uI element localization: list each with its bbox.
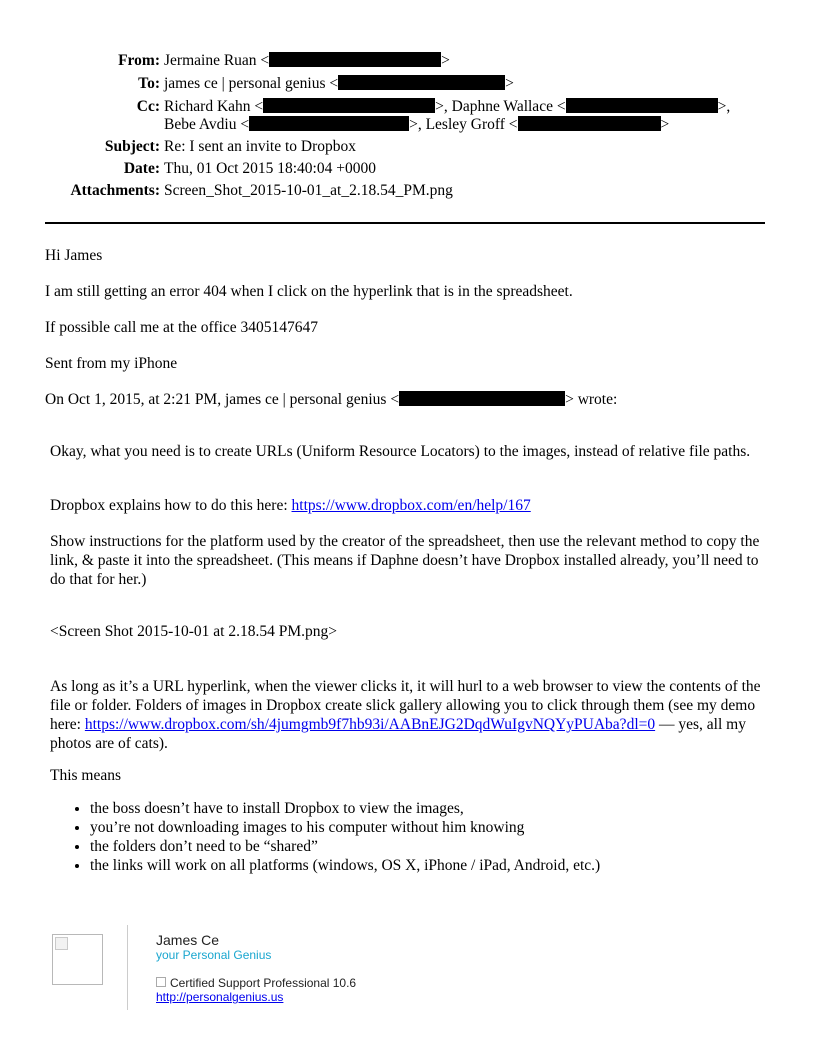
cc-separator: >,	[717, 98, 731, 115]
attachments-label: Attachments:	[70, 182, 160, 199]
dropbox-help-link[interactable]: https://www.dropbox.com/en/help/167	[291, 497, 531, 514]
subject-value: Re: I sent an invite to Dropbox	[164, 138, 356, 155]
signature-name: James Ce	[156, 932, 220, 948]
header-divider	[45, 222, 765, 224]
list-item: • the boss doesn’t have to install Dropbox to view the images,	[90, 799, 810, 818]
cc-name: Richard Kahn <	[164, 98, 264, 115]
redaction-block	[399, 391, 565, 406]
list-item: • you’re not downloading images to his computer without him knowing	[90, 818, 810, 837]
certification-text: Certified Support Professional 10.6	[170, 976, 357, 990]
quote-intro-text: On Oct 1, 2015, at 2:21 PM, james ce | personal genius <	[45, 391, 400, 408]
this-means: This means	[50, 767, 122, 784]
attachments-value: Screen_Shot_2015-10-01_at_2.18.54_PM.png	[164, 182, 453, 199]
body-line-error: I am still getting an error 404 when I click on the hyperlink that is in the spreadsheet.	[45, 283, 573, 300]
redaction-block	[566, 98, 718, 113]
quote-intro-tail: > wrote:	[565, 391, 618, 408]
date-value: Thu, 01 Oct 2015 18:40:04 +0000	[164, 160, 376, 177]
list-item: • the folders don’t need to be “shared”	[90, 837, 810, 856]
dropbox-demo-link[interactable]: https://www.dropbox.com/sh/4jumgmb9f7hb93i/AABnEJG2DqdWuIgvNQYyPUAba?dl=0	[84, 716, 656, 733]
personal-genius-link[interactable]: http://personalgenius.us	[156, 990, 284, 1004]
quoted-paragraph-urls: Okay, what you need is to create URLs (Uniform Resource Locators) to the images, instead of relative file paths.	[50, 443, 751, 460]
hyperlink-tail: — yes, all my photos are of cats).	[50, 716, 746, 752]
redaction-block	[249, 116, 409, 131]
angle-close: >	[441, 52, 450, 69]
cc-name: >, Lesley Groff <	[409, 116, 518, 133]
list-item: • the links will work on all platforms (windows, OS X, iPhone / iPad, Android, etc.)	[90, 856, 810, 875]
quoted-paragraph-hyperlink	[50, 677, 765, 753]
cc-value-line1	[164, 98, 730, 116]
from-name: Jermaine Ruan <	[164, 52, 270, 69]
to-label: To:	[138, 75, 160, 92]
signature-divider	[127, 925, 128, 1010]
cc-label: Cc:	[136, 98, 160, 115]
redaction-block	[338, 75, 505, 90]
certification-icon	[156, 977, 166, 987]
to-value	[164, 75, 514, 93]
angle-close: >	[660, 116, 670, 133]
quoted-paragraph-instructions: Show instructions for the platform used by the creator of the spreadsheet, then use the relevant method to copy the link, & paste it into the spreadsheet. (This means if Daphne doesn’t have Dropbox installed already, you’ll need to do that for her.)	[50, 533, 760, 588]
benefits-list	[50, 799, 810, 875]
date-label: Date:	[123, 160, 160, 177]
signature-certification	[156, 976, 356, 990]
signature-url	[156, 990, 283, 1004]
quote-intro	[45, 390, 765, 409]
body-line-phone: If possible call me at the office 3405147647	[45, 319, 319, 336]
signature-broken-image	[52, 934, 103, 985]
subject-label: Subject:	[104, 138, 160, 155]
cc-name: >, Daphne Wallace <	[435, 98, 566, 115]
from-value	[164, 52, 450, 70]
attachment-placeholder: <Screen Shot 2015-10-01 at 2.18.54 PM.png>	[50, 623, 337, 640]
from-label: From:	[118, 52, 160, 69]
angle-close: >	[505, 75, 514, 92]
cc-value-line2	[164, 116, 669, 134]
cc-name: Bebe Avdiu <	[164, 116, 250, 133]
redaction-block	[518, 116, 661, 131]
signature-tagline: your Personal Genius	[156, 948, 272, 962]
quoted-paragraph-dropbox	[50, 496, 765, 515]
to-name: james ce | personal genius <	[164, 75, 339, 92]
greeting: Hi James	[45, 247, 103, 264]
sent-from-line: Sent from my iPhone	[45, 355, 178, 372]
dropbox-help-text: Dropbox explains how to do this here:	[50, 497, 292, 514]
redaction-block	[263, 98, 435, 113]
hyperlink-text: As long as it’s a URL hyperlink, when the viewer clicks it, it will hurl to a web browser to view the contents of the file or folder. Folders of images in Dropbox create slick gallery allowing you to click through them (see my demo here:	[50, 678, 761, 733]
redaction-block	[269, 52, 441, 67]
broken-image-icon	[55, 937, 68, 950]
